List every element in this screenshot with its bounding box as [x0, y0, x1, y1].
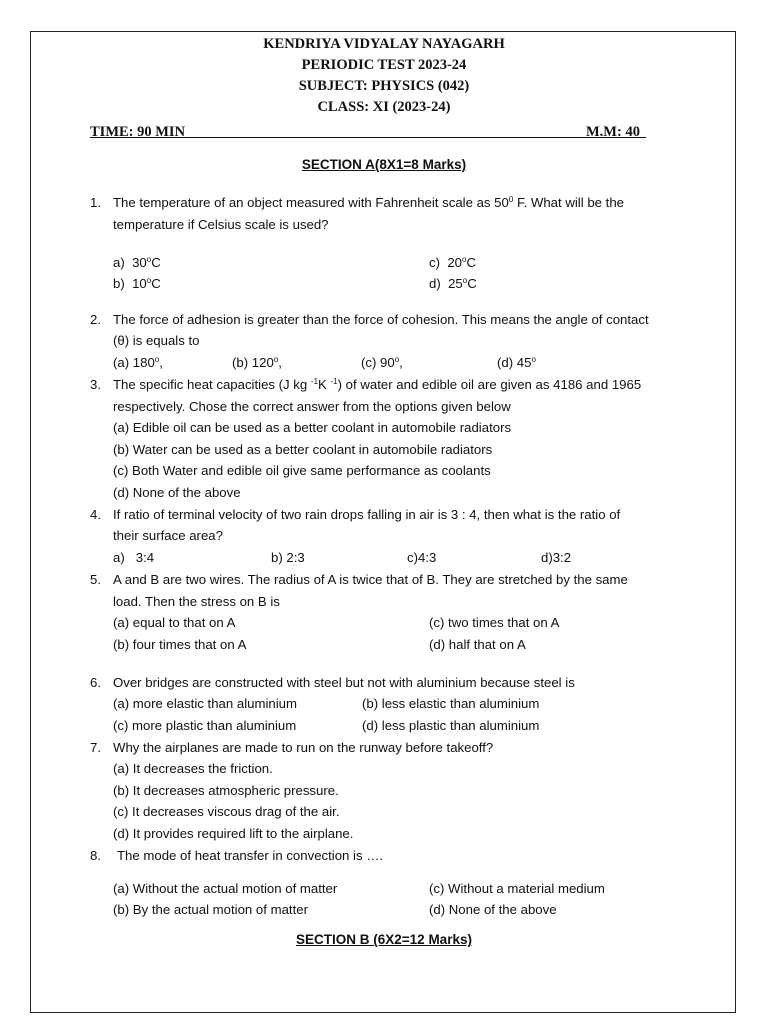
q3-line1c: ) of water and edible oil are given as 4186 and 1965 [337, 377, 642, 392]
q1-a-unit: C [151, 255, 161, 270]
q4-option-d: d)3:2 [541, 550, 572, 565]
q1-option-a [113, 255, 161, 271]
q1-c-unit: C [466, 255, 476, 270]
degree-mark: o [394, 355, 400, 364]
comma: , [159, 355, 163, 370]
q7-option-a: (a) It decreases the friction. [113, 761, 273, 776]
q5-number: 5. [90, 572, 101, 587]
q1-d-value: 25 [448, 276, 463, 291]
q5-option-a: (a) equal to that on A [113, 615, 236, 630]
q8-number: 8. [90, 848, 101, 863]
degree-mark: o [462, 276, 468, 285]
q1-option-d [429, 276, 477, 292]
q1-c-label: c) [429, 255, 440, 270]
q1-d-label: d) [429, 276, 441, 291]
comma: , [278, 355, 282, 370]
q1-line1 [113, 195, 624, 211]
q7-line1: Why the airplanes are made to run on the runway before takeoff? [113, 740, 494, 755]
q2-line1: The force of adhesion is greater than the force of cohesion. This means the angle of contact [113, 312, 649, 327]
q1-line2: temperature if Celsius scale is used? [113, 217, 329, 232]
degree-mark: o [154, 355, 160, 364]
q1-number: 1. [90, 195, 101, 210]
q3-line1a: The specific heat capacities (J kg [113, 377, 311, 392]
q1-a-label: a) [113, 255, 125, 270]
q5-line1: A and B are two wires. The radius of A is twice that of B. They are stretched by the same [113, 572, 628, 587]
q4-line1: If ratio of terminal velocity of two rain drops falling in air is 3 : 4, then what is the ratio of [113, 507, 621, 522]
q1-b-value: 10 [132, 276, 147, 291]
q5-option-c: (c) two times that on A [429, 615, 560, 630]
q3-line1 [113, 377, 641, 393]
comma: , [399, 355, 403, 370]
degree-mark: o [146, 276, 152, 285]
q2-a-text: (a) 180 [113, 355, 155, 370]
q4-option-c: c)4:3 [407, 550, 437, 565]
q3-number: 3. [90, 377, 101, 392]
q2-b-text: (b) 120 [232, 355, 274, 370]
q7-option-d: (d) It provides required lift to the airplane. [113, 826, 354, 841]
q7-number: 7. [90, 740, 101, 755]
q1-line1a: The temperature of an object measured with Fahrenheit scale as 50 [113, 195, 509, 210]
q3-sup2: -1 [330, 377, 338, 386]
q1-option-c [429, 255, 476, 271]
header-rule [90, 137, 646, 138]
q3-option-a: (a) Edible oil can be used as a better coolant in automobile radiators [113, 420, 512, 435]
q2-option-c [361, 355, 403, 371]
q1-line1b: F. What will be the [513, 195, 624, 210]
q7-option-c: (c) It decreases viscous drag of the air. [113, 804, 340, 819]
time-label: TIME: 90 MIN [90, 124, 186, 140]
q6-option-b: (b) less elastic than aluminium [362, 696, 540, 711]
q3-line1b: K [318, 377, 331, 392]
q1-degree: 0 [508, 195, 514, 204]
q6-number: 6. [90, 675, 101, 690]
section-a-text: SECTION A(8X1=8 Marks) [301, 157, 467, 172]
q8-option-b: (b) By the actual motion of matter [113, 902, 308, 917]
q1-b-unit: C [151, 276, 161, 291]
q4-number: 4. [90, 507, 101, 522]
degree-mark: o [462, 255, 467, 264]
q4-line2: their surface area? [113, 528, 223, 543]
q8-option-c: (c) Without a material medium [429, 881, 605, 896]
q2-line2: (θ) is equals to [113, 333, 200, 348]
q2-c-text: (c) 90 [361, 355, 395, 370]
q6-line1: Over bridges are constructed with steel but not with aluminium because steel is [113, 675, 575, 690]
q2-number: 2. [90, 312, 101, 327]
marks-label: M.M: 40 [586, 124, 640, 140]
q2-d-text: (d) 45 [497, 355, 532, 370]
q8-option-a: (a) Without the actual motion of matter [113, 881, 338, 896]
degree-mark: o [273, 355, 279, 364]
q2-option-a [113, 355, 163, 371]
q2-option-d [497, 355, 536, 371]
subject-title: SUBJECT: PHYSICS (042) [298, 78, 470, 94]
q4-option-a: a) 3:4 [113, 550, 155, 565]
q8-line1: The mode of heat transfer in convection is …. [117, 848, 384, 863]
q1-d-unit: C [467, 276, 477, 291]
q1-b-label: b) [113, 276, 125, 291]
q3-option-c: (c) Both Water and edible oil give same performance as coolants [113, 463, 491, 478]
degree-mark: o [531, 355, 536, 364]
degree-mark: o [146, 255, 152, 264]
q1-c-value: 20 [447, 255, 462, 270]
q3-option-b: (b) Water can be used as a better coolant in automobile radiators [113, 442, 493, 457]
section-b-heading [0, 932, 768, 947]
school-name: KENDRIYA VIDYALAY NAYAGARH [263, 36, 505, 52]
q5-option-b: (b) four times that on A [113, 637, 247, 652]
q8-option-d: (d) None of the above [429, 902, 557, 917]
q7-option-b: (b) It decreases atmospheric pressure. [113, 783, 339, 798]
q3-line2: respectively. Chose the correct answer from the options given below [113, 399, 511, 414]
q1-a-value: 30 [132, 255, 147, 270]
q3-option-d: (d) None of the above [113, 485, 241, 500]
q2-option-b [232, 355, 282, 371]
q1-option-b [113, 276, 161, 292]
q5-line2: load. Then the stress on B is [113, 594, 280, 609]
q6-option-d: (d) less plastic than aluminium [362, 718, 540, 733]
class-title: CLASS: XI (2023-24) [317, 99, 451, 115]
q3-sup1: -1 [310, 377, 319, 386]
q6-option-a: (a) more elastic than aluminium [113, 696, 297, 711]
section-a-heading [0, 157, 768, 172]
section-b-text: SECTION B (6X2=12 Marks) [296, 932, 472, 947]
q5-option-d: (d) half that on A [429, 637, 526, 652]
test-title: PERIODIC TEST 2023-24 [301, 57, 467, 73]
q4-option-b: b) 2:3 [271, 550, 305, 565]
q6-option-c: (c) more plastic than aluminium [113, 718, 297, 733]
